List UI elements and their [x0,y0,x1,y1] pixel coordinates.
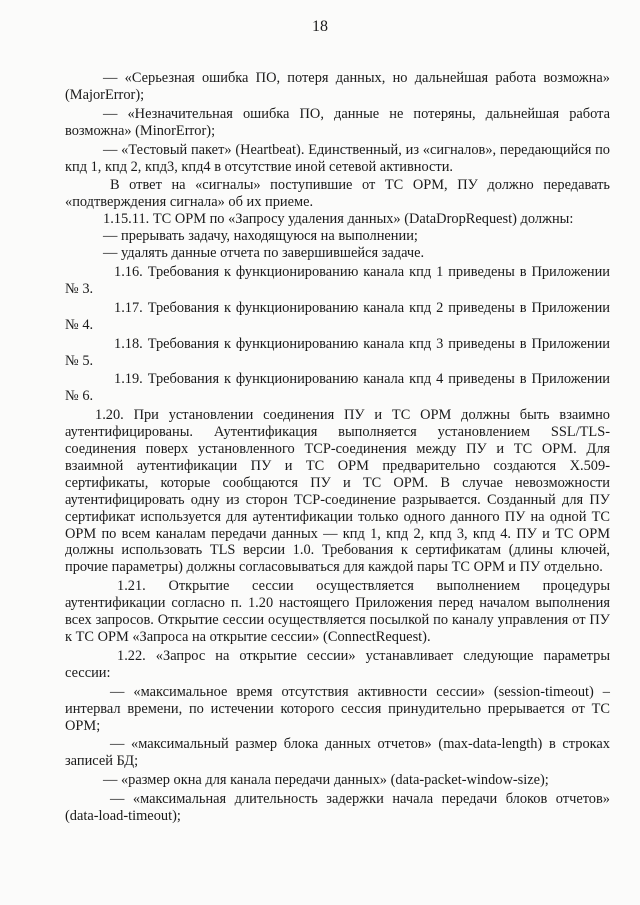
list-item-max-data-length: — «максимальный размер блока данных отчетов» (max-data-length) в строках записей БД; [65,736,610,770]
paragraph-signal-ack: В ответ на «сигналы» поступившие от ТС ОРМ, ПУ должно передавать «подтверждения сигнала» об их приеме. [65,177,610,211]
list-item-data-load-timeout: — «максимальная длительность задержки начала передачи блоков отчетов» (data-load-timeout); [65,791,610,825]
list-item-delete-report: — удалять данные отчета по завершившейся задаче. [103,245,425,262]
paragraph-1-15-11: 1.15.11. ТС ОРМ по «Запросу удаления данных» (DataDropRequest) должны: [103,211,574,228]
list-item-minor-error: — «Незначительная ошибка ПО, данные не потеряны, дальнейшая работа возможна» (MinorError); [65,105,610,139]
paragraph-1-22: 1.22. «Запрос на открытие сессии» устанавливает следующие параметры сессии: [65,647,610,681]
paragraph-1-18: 1.18. Требования к функционированию канала кпд 3 приведены в Приложении № 5. [65,335,610,369]
paragraph-1-21: 1.21. Открытие сессии осуществляется выполнением процедуры аутентификации согласно п. 1.20 настоящего Приложения перед началом выполнения всех запросов. Открытие сессии осуществляется посылкой по каналу управления от ПУ к ТС ОРМ «Запроса на открытие сессии» (ConnectRequest). [65,578,610,645]
document-body [65,70,610,825]
list-item-heartbeat: — «Тестовый пакет» (Heartbeat). Единственный, из «сигналов», передающийся по кпд 1, кпд 2, кпд3, кпд4 в отсутствие иной сетевой активности. [65,141,610,175]
list-item-major-error: — «Серьезная ошибка ПО, потеря данных, но дальнейшая работа возможна» (MajorError); [65,70,610,103]
list-item-session-timeout: — «максимальное время отсутствия активности сессии» (session-timeout) – интервал времени, по истечении которого сессия принудительно прерывается от ТС ОРМ; [65,683,610,734]
paragraph-1-16: 1.16. Требования к функционированию канала кпд 1 приведены в Приложении № 3. [65,263,610,297]
list-item-window-size: — «размер окна для канала передачи данных» (data-packet-window-size); [103,772,549,789]
list-item-interrupt-task: — прерывать задачу, находящуюся на выполнении; [103,228,418,245]
paragraph-1-20: 1.20. При установлении соединения ПУ и ТС ОРМ должны быть взаимно аутентифицированы. Аутентификация выполняется установлением SSL/TLS-соединения поверх установленного TCP-соединения между ПУ и ТС ОРМ. Для взаимной аутентификации ПУ и ТС ОРМ предварительно создаются X.509-сертификаты, которые сообщаются ПУ и ТС ОРМ. В случае невозможности аутентифицировать одну из сторон TCP-соединение разрывается. Созданный для ПУ сертификат используется для аутентификации только одного данного ПУ на одной ТС ОРМ по всем каналам передачи данных — кпд 1, кпд 2, кпд 3, кпд 4. ПУ и ТС ОРМ должны использовать TLS версии 1.0. Требования к сертификатам (длины ключей, прочие параметры) должны согласовываться для каждой пары ТС ОРМ и ПУ отдельно. [65,407,610,576]
page-number: 18 [312,18,328,35]
paragraph-1-17: 1.17. Требования к функционированию канала кпд 2 приведены в Приложении № 4. [65,299,610,333]
paragraph-1-19: 1.19. Требования к функционированию канала кпд 4 приведены в Приложении № 6. [65,371,610,405]
